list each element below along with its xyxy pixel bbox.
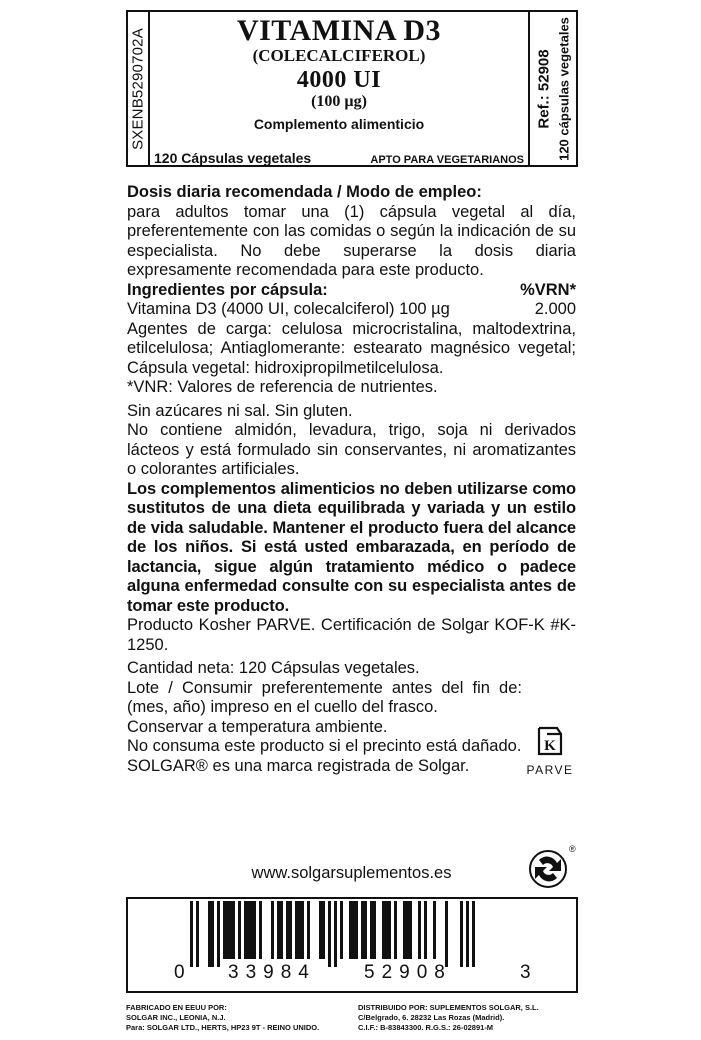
barcode-bar [322,901,325,959]
barcode-bar [277,901,280,959]
barcode-bar [364,901,367,959]
kosher-parve-logo [525,724,575,777]
manufacturer-line-2: SOLGAR INC., LEONIA, N.J. [126,1013,226,1022]
barcode-bar [388,901,391,959]
manufacturer-line-3: Para: SOLGAR LTD., HERTS, HP23 9T - REINO UNIDO. [126,1023,320,1032]
product-title: VITAMINA D3 [236,14,442,47]
barcode-bar [418,901,421,959]
distributor-info [358,1003,539,1033]
barcode-bar [361,901,364,959]
barcode-bar [286,901,289,959]
header-bottom-row [154,150,524,166]
ingredient-name: Vitamina D3 (4000 UI, colecalciferol) 100 µg [127,300,450,318]
barcode-bar [208,901,211,967]
ingredients-header-row [127,281,576,301]
barcode-bar [334,901,337,967]
label-body [127,183,576,776]
barcode-bar [349,901,352,959]
barcode-bar [307,901,310,959]
barcode-bar [217,901,220,967]
distributor-line-2: C/Belgrado, 6. 28232 Las Rozas (Madrid). [358,1013,505,1022]
barcode-bar [301,901,304,959]
barcode-bar [370,901,373,959]
excipients: Agentes de carga: celulosa microcristalina, maltodextrina, etilcelulosa; Antiaglomerante: estearato magnésico vegetal; Cápsula vegetal: hidroxipropilmetilcelulosa. [127,319,576,377]
vnr-note: *VNR: Valores de referencia de nutrientes. [127,378,438,396]
product-category: Complemento alimenticio [253,116,425,132]
barcode-bar [445,901,448,967]
green-dot-recycle-icon [528,843,576,894]
ref-capsules: 120 cápsulas vegetales [556,16,572,161]
barcode-bar [340,901,343,959]
barcode-bar [466,901,469,967]
barcode-bar [433,901,436,959]
vrn-heading: %VRN* [520,280,576,299]
kosher-k-icon [535,724,565,758]
barcode-right-digits: 52908 [364,962,452,983]
ingredient-row [127,300,576,320]
barcode-box [126,897,578,993]
distributor-line-3: C.I.F.: B-83843300. R.G.S.: 26-02891-M [358,1023,494,1032]
manufacturer-info [126,1003,319,1033]
barcode-bar [460,901,463,967]
vegetarian-badge: APTO PARA VEGETARIANOS [370,154,524,166]
barcode-bar [319,901,322,959]
barcode-bar [247,901,250,959]
barcode-bar [328,901,331,967]
ingredient-vrn: 2.000 [534,300,576,318]
ref-strip [528,12,576,165]
manufacturer-line-1: FABRICADO EN EEUU POR: [126,1003,227,1012]
barcode-bar [352,901,355,959]
barcode-bar [253,901,256,959]
barcode-bar [409,901,412,959]
barcode-bar [472,901,475,967]
website-link: www.solgarsuplementos.es [251,864,452,882]
barcode-bar [385,901,388,959]
product-subtitle: (COLECALCIFEROL) [252,46,426,65]
dosage-text: para adultos tomar una (1) cápsula vegetal al día, preferentemente con las comidas o según la indicación de su especialista. No debe superarse la dosis diaria expresamente recomendada para este producto. [127,202,576,279]
barcode-bar [211,901,214,967]
storage-text: Conservar a temperatura ambiente. [127,717,388,736]
barcode-bar [289,901,292,959]
barcode-bar [382,901,385,959]
kosher-letter: K [544,738,556,754]
barcode-bar [355,901,358,959]
barcode-bar [250,901,253,959]
kosher-text: Producto Kosher PARVE. Certificación de Solgar KOF-K #K-1250. [127,616,576,654]
trademark-text: SOLGAR® es una marca registrada de Solgar. [127,756,470,775]
dosage-heading: Dosis diaria recomendada / Modo de empleo: [127,183,482,201]
seal-text: No consuma este producto si el precinto está dañado. [127,737,522,755]
barcode-bar [394,901,397,959]
ean-barcode [190,901,510,967]
ingredients-heading: Ingredientes por cápsula: [127,280,328,299]
barcode-bar [295,901,298,959]
barcode-left-digits: 33984 [228,962,316,983]
barcode-bar [271,901,274,959]
side-code: SXENB5290702A [129,27,147,150]
barcode-bar [403,901,406,959]
free-from: Sin azúcares ni sal. Sin gluten. [127,401,353,420]
barcode-check-digit: 3 [520,962,538,983]
barcode-bar [223,901,226,959]
barcode-bar [244,901,247,959]
not-contains: No contiene almidón, levadura, trigo, soja ni derivados lácteos y está formulado sin conservantes, ni aromatizantes o colorantes artificiales. [127,421,576,478]
distributor-line-1: DISTRIBUIDO POR: SUPLEMENTOS SOLGAR, S.L. [358,1003,539,1012]
side-code-strip [128,12,150,165]
lot-text: Lote / Consumir preferentemente antes del fin de: (mes, año) impreso en el cuello del frasco. [127,678,522,716]
barcode-bar [298,901,301,959]
barcode-bar [424,901,427,959]
barcode-bar [196,901,199,967]
barcode-bar [280,901,283,959]
barcode-bar [238,901,241,959]
warning-text: Los complementos alimenticios no deben utilizarse como sustitutos de una dieta equilibrada y variada y un estilo de vida saludable. Mantener el producto fuera del alcance de los niños. Si está usted embarazada, en período de lactancia, sigue algún tratamiento médico o padece alguna enfermedad consulte con su especialista antes de tomar este producto. [127,479,576,615]
barcode-bar [226,901,229,959]
parve-label: PARVE [526,763,574,777]
net-quantity: Cantidad neta: 120 Cápsulas vegetales. [127,659,420,677]
label-header [126,10,578,167]
registered-mark: ® [569,844,576,854]
title-block [150,12,528,133]
barcode-bar [259,901,262,959]
barcode-bar [229,901,232,959]
barcode-first-digit: 0 [174,962,192,983]
ref-code: Ref.: 52908 [535,48,553,129]
barcode-bar [232,901,235,959]
capsule-count: 120 Cápsulas vegetales [154,150,312,166]
product-dose: 4000 UI [296,67,382,93]
barcode-bar [406,901,409,959]
barcode-bar [190,901,193,967]
barcode-bar [373,901,376,959]
product-dose-ug: (100 µg) [311,93,367,110]
